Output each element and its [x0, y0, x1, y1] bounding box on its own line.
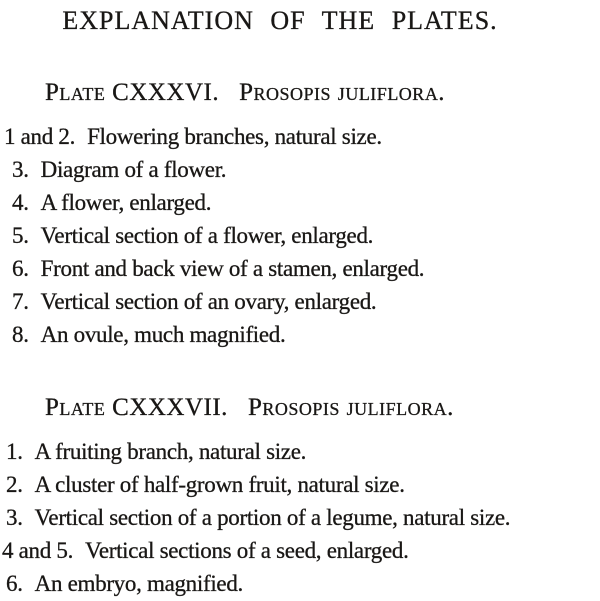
figure-item [0, 186, 600, 219]
figure-number: 4 and 5. [2, 538, 74, 563]
figure-caption: A fruiting branch, natural size. [34, 439, 307, 464]
figure-number: 4. [12, 190, 29, 215]
figure-item [0, 435, 600, 468]
figure-item [0, 468, 600, 501]
figure-caption: A flower, enlarged. [40, 190, 212, 215]
figure-caption: Front and back view of a stamen, enlarged. [40, 256, 425, 281]
figure-item [0, 534, 600, 567]
figure-item [0, 219, 600, 252]
figure-caption: Diagram of a flower. [40, 157, 227, 182]
figure-item [0, 120, 600, 153]
figure-number: 5. [12, 223, 29, 248]
figure-number: 1 and 2. [4, 124, 76, 149]
figure-caption: An embryo, magnified. [34, 571, 243, 596]
figure-caption: A cluster of half-grown fruit, natural size. [34, 472, 405, 497]
figure-number: 3. [12, 157, 29, 182]
figure-number: 3. [6, 505, 23, 530]
figure-caption: Vertical section of a portion of a legume, natural size. [34, 505, 511, 530]
plate-heading [0, 393, 600, 423]
figure-number: 7. [12, 289, 29, 314]
page-title: EXPLANATION OF THE PLATES. [62, 6, 498, 35]
figure-caption: Vertical sections of a seed, enlarged. [85, 538, 409, 563]
figure-caption: Flowering branches, natural size. [87, 124, 382, 149]
figure-item [0, 567, 600, 600]
figure-caption: Vertical section of an ovary, enlarged. [40, 289, 377, 314]
figure-caption: Vertical section of a flower, enlarged. [40, 223, 374, 248]
figure-caption: An ovule, much magnified. [40, 322, 286, 347]
plate-heading [0, 78, 600, 108]
figure-item [0, 153, 600, 186]
figure-item [0, 318, 600, 351]
figure-item [0, 252, 600, 285]
figure-number: 2. [6, 472, 23, 497]
plate-number: Plate CXXXVI. [45, 79, 220, 106]
plate-section-cxxxvi [0, 78, 600, 351]
plate-number: Plate CXXXVII. [45, 394, 228, 421]
figure-number: 6. [6, 571, 23, 596]
figure-item [0, 501, 600, 534]
figure-number: 1. [6, 439, 23, 464]
plate-species: Prosopis juliflora. [239, 79, 446, 106]
figure-number: 8. [12, 322, 29, 347]
plate-section-cxxxvii [0, 393, 600, 600]
figure-list [0, 435, 600, 600]
figure-item [0, 285, 600, 318]
plate-species: Prosopis juliflora. [247, 394, 454, 421]
figure-list [0, 120, 600, 351]
figure-number: 6. [12, 256, 29, 281]
